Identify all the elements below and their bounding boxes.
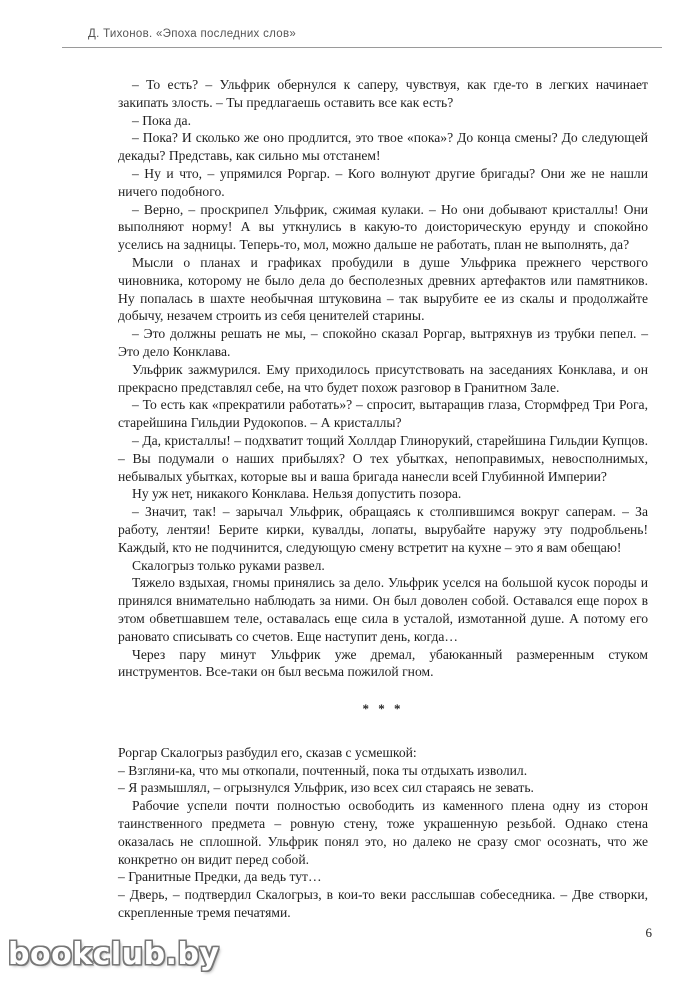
paragraph: – То есть? – Ульфрик обернулся к саперу, чувствуя, как где-то в легких начинает закипать злость. – Ты предлагаешь оставить все как есть? <box>118 77 648 110</box>
paragraph: Скалогрыз только руками развел. <box>132 557 325 573</box>
paragraph: – Пока? И сколько же оно продлится, это твое «пока»? До конца смены? До следующей декады? Представь, как сильно мы отстанем! <box>118 130 648 164</box>
page-body <box>118 76 648 922</box>
paragraph: – Ну и что, – упрямился Роргар. – Кого волнуют другие бригады? Они же не нашли ничего подобного. <box>118 165 648 199</box>
paragraph: Ульфрик зажмурился. Ему приходилось присутствовать на заседаниях Конклава, и он прекрасно представлял себе, на что будет похож разговор в Гранитном Зале. <box>118 361 648 395</box>
paragraph: – Это должны решать не мы, – спокойно сказал Роргар, вытряхнув из трубки пепел. – Это дело Конклава. <box>118 326 648 359</box>
paragraph: – Верно, – проскрипел Ульфрик, сжимая кулаки. – Но они добывают кристаллы! Они выполняют норму! А вы уткнулись в какую-то доисторическую ерунду и спокойно уселись на задницы. Теперь-то, мол, можно дальше не работать, план не выполнять, да? <box>118 201 648 253</box>
section-separator: * * * <box>362 701 404 717</box>
paragraph: Роргар Скалогрыз разбудил его, сказав с усмешкой: <box>118 744 417 760</box>
running-header: Д. Тихонов. «Эпоха последних слов» <box>88 28 297 40</box>
paragraph: – Значит, так! – зарычал Ульфрик, обращаясь к столпившимся вокруг саперам. – За работу, лентяи! Берите кирки, кувалды, лопаты, вырубайте наружу эту подробльень! Каждый, кто не подчинится, следующую смену встретит на кухне – это я вам обещаю! <box>118 504 648 555</box>
header-rule <box>62 47 662 48</box>
paragraph: Рабочие успели почти полностью освободить из каменного плена одну из сторон таинственного предмета – ровную стену, тоже украшенную резьбой. Однако стена оказалась не сплошной. Ульфрик понял это, но далеко не сразу смог осознать, что же конкретно он видит перед собой. <box>118 798 648 867</box>
paragraph: Ну уж нет, никакого Конклава. Нельзя допустить позора. <box>132 486 462 502</box>
paragraph: Тяжело вздыхая, гномы принялись за дело. Ульфрик уселся на большой кусок породы и принялся внимательно наблюдать за ними. Он был доволен собой. Оставался еще порох в этом обветшавшем теле, оставалась еще сила в усталой, измотанной душе. А потому его рановато списывать со счетов. Еще наступит день, когда… <box>118 575 648 644</box>
paragraph: Мысли о планах и графиках пробудили в душе Ульфрика прежнего черствого чиновника, которому не было дела до бесполезных древних артефактов или памятников. Ну попалась в шахте необычная штуковина – так вырубите ее из скалы и продолжайте добычу, незачем строить из себя ценителей старины. <box>118 254 648 324</box>
paragraph: – Пока да. <box>132 112 191 128</box>
paragraph: – Дверь, – подтвердил Скалогрыз, в кои-то веки расслышав собеседника. – Две створки, скрепленные тремя печатями. <box>118 887 648 921</box>
paragraph: – Взгляни-ка, что мы откопали, почтенный, пока ты отдыхать изволил. <box>118 762 528 778</box>
paragraph: – Гранитные Предки, да ведь тут… <box>118 869 322 885</box>
paragraph: Через пару минут Ульфрик уже дремал, убаюканный размеренным стуком инструментов. Все-таки он был весьма пожилой гном. <box>118 646 648 680</box>
watermark-logo: bookclub.by <box>8 937 220 972</box>
page-number: 6 <box>645 925 652 940</box>
paragraph: – Да, кристаллы! – подхватит тощий Холлдар Глинорукий, старейшина Гильдии Купцов. – Вы подумали о наших прибылях? О тех убытках, непоправимых, невосполнимых, небывалых убытках, которые вы и ваша бригада нанесли всей Глубинной Империи? <box>118 432 648 484</box>
paragraph: – То есть как «прекратили работать»? – спросит, вытаращив глаза, Стормфред Три Рога, старейшина Гильдии Рудокопов. – А кристаллы? <box>118 397 648 431</box>
paragraph: – Я размышлял, – огрызнулся Ульфрик, изо всех сил стараясь не зевать. <box>118 780 534 796</box>
